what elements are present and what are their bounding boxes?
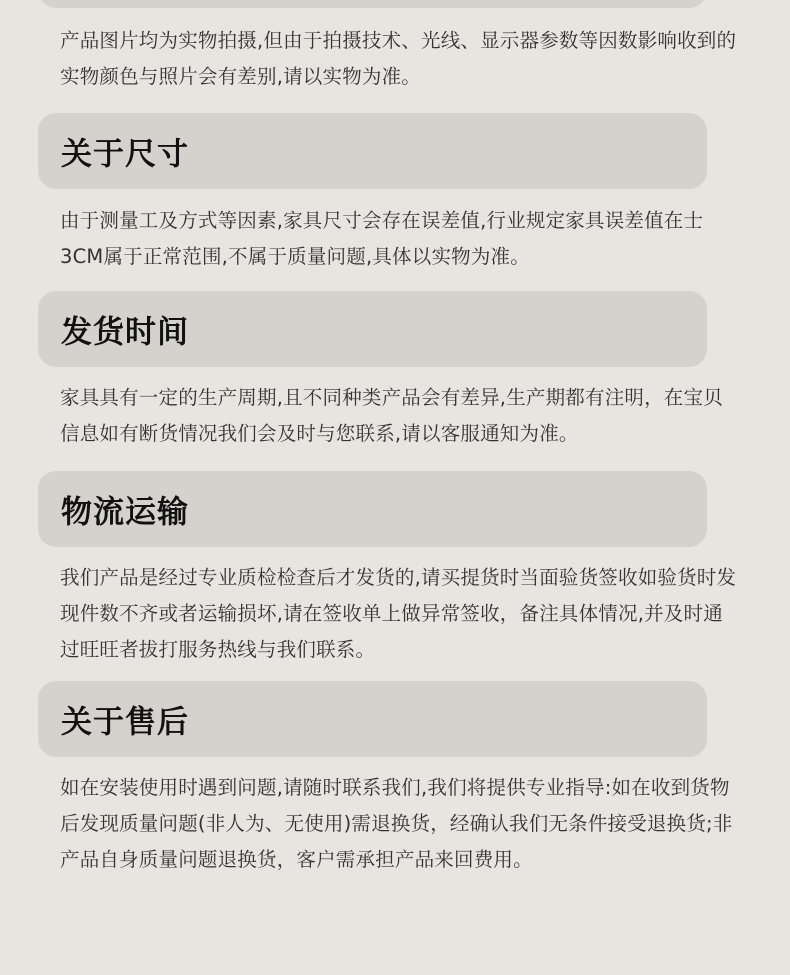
section-text-size: 由于测量工及方式等因素,家具尺寸会存在误差值,行业规定家具误差值在士3CM属于正常范围,不属于质量问题,具体以实物为准。 [60, 209, 704, 268]
section-header-shipping-time [38, 291, 707, 367]
section-text-after-sales: 如在安装使用时遇到问题,请随时联系我们,我们将提供专业指导:如在收到货物后发现质量问题(非人为、无使用)需退换货，经确认我们无条件接受退换货;非产品自身质量问题退换货，客户需承担产品来回费用。 [60, 776, 733, 871]
top-header-bar-partial [38, 0, 707, 8]
section-text-logistics: 我们产品是经过专业质检检查后才发货的,请买提货时当面验货签收如验货时发现件数不齐或者运输损坏,请在签收单上做异常签收，备注具体情况,并及时通过旺旺者拔打服务热线与我们联系。 [60, 566, 737, 661]
section-title-size: 关于尺寸 [61, 136, 189, 173]
intro-paragraph: 产品图片均为实物拍摄,但由于拍摄技术、光线、显示器参数等因数影响收到的实物颜色与照片会有差别,请以实物为准。 [60, 29, 737, 88]
section-title-shipping-time: 发货时间 [61, 314, 189, 351]
section-header-size [38, 113, 707, 189]
section-header-logistics [38, 471, 707, 547]
section-title-logistics: 物流运输 [61, 494, 189, 531]
section-title-after-sales: 关于售后 [61, 704, 189, 741]
section-header-after-sales [38, 681, 707, 757]
section-text-shipping-time: 家具具有一定的生产周期,且不同种类产品会有差异,生产期都有注明，在宝贝信息如有断货情况我们会及时与您联系,请以客服通知为准。 [60, 386, 723, 445]
